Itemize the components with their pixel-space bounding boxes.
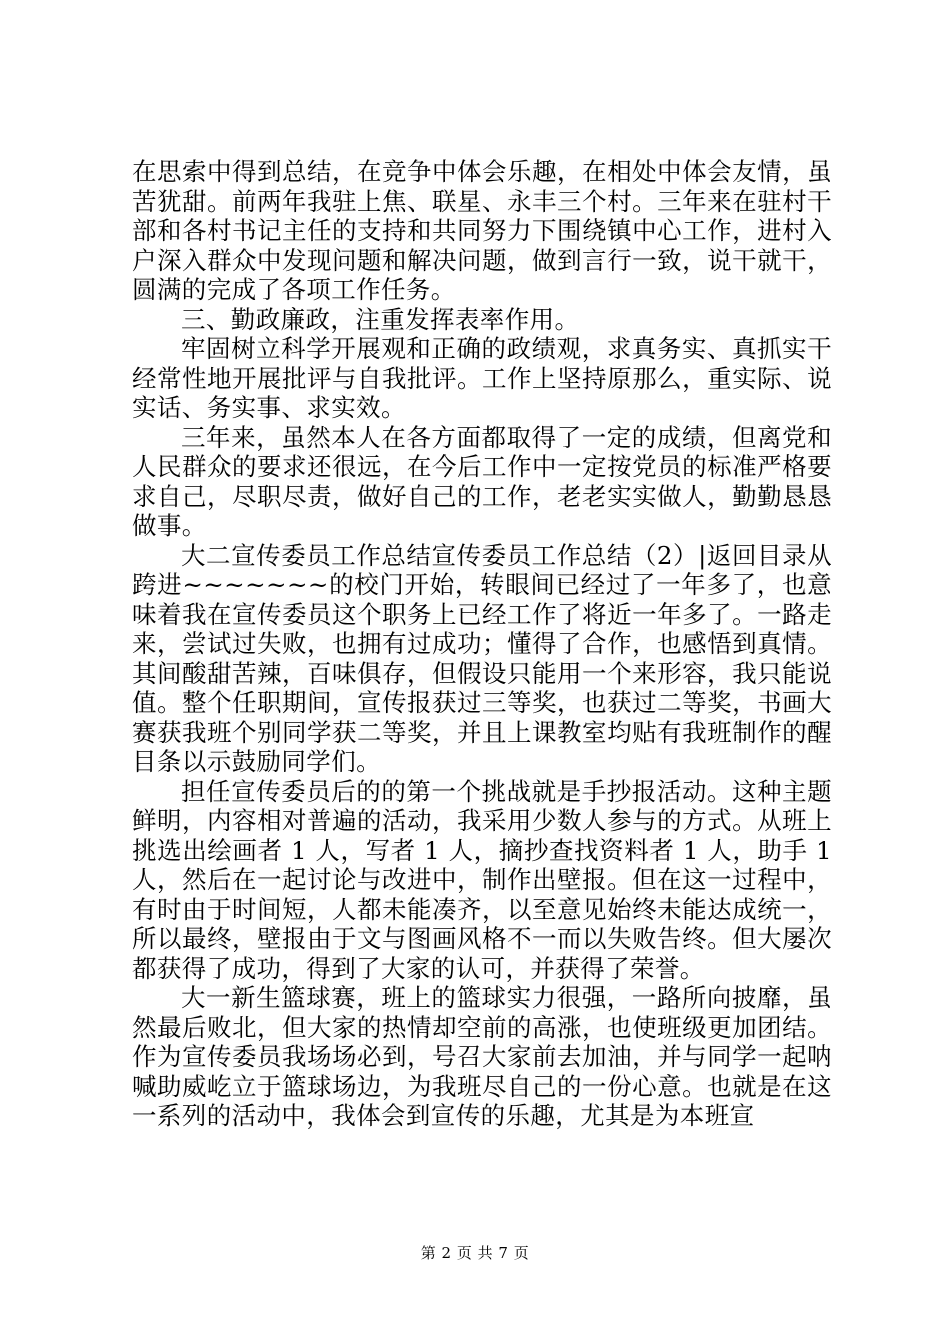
paragraph-5: 大二宣传委员工作总结宣传委员工作总结（2）|返回目录从跨进~~~~~~~的校门开始，转眼间已经过了一年多了，也意味着我在宣传委员这个职务上已经工作了将近一年多了。一路走来，尝试过失败，也拥有过成功；懂得了合作，也感悟到真情。其间酸甜苦辣，百味俱存，但假设只能用一个来形容，我只能说值。整个任职期间，宣传报获过三等奖，也获过二等奖，书画大赛获我班个别同学获二等奖，并且上课教室均贴有我班制作的醒目条以示鼓励同学们。 (132, 540, 832, 776)
document-body (132, 157, 832, 1131)
paragraph-1: 在思索中得到总结，在竞争中体会乐趣，在相处中体会友情，虽苦犹甜。前两年我驻上焦、联星、永丰三个村。三年来在驻村干部和各村书记主任的支持和共同努力下围绕镇中心工作，进村入户深入群众中发现问题和解决问题，做到言行一致，说干就干，圆满的完成了各项工作任务。 (132, 157, 832, 304)
paragraph-2-heading: 三、勤政廉政，注重发挥表率作用。 (181, 304, 580, 334)
paragraph-3: 牢固树立科学开展观和正确的政绩观，求真务实、真抓实干经常性地开展批评与自我批评。工作上坚持原那么，重实际、说实话、务实事、求实效。 (132, 334, 832, 422)
page-number-footer: 第 2 页 共 7 页 (420, 1244, 530, 1262)
paragraph-7: 大一新生篮球赛，班上的篮球实力很强，一路所向披靡，虽然最后败北，但大家的热情却空前的高涨，也使班级更加团结。作为宣传委员我场场必到，号召大家前去加油，并与同学一起呐喊助威屹立于篮球场边，为我班尽自己的一份心意。也就是在这一系列的活动中，我体会到宣传的乐趣，尤其是为本班宣 (132, 983, 832, 1130)
paragraph-6: 担任宣传委员后的的第一个挑战就是手抄报活动。这种主题鲜明，内容相对普遍的活动，我采用少数人参与的方式。从班上挑选出绘画者 1 人，写者 1 人，摘抄查找资料者 1 人，助手 1 人，然后在一起讨论与改进中，制作出壁报。但在这一过程中，有时由于时间短，人都未能凑齐，以至意见始终未能达成统一，所以最终，壁报由于文与图画风格不一而以失败告终。但大屡次都获得了成功，得到了大家的认可，并获得了荣誉。 (132, 776, 832, 983)
paragraph-4: 三年来，虽然本人在各方面都取得了一定的成绩，但离党和人民群众的要求还很远，在今后工作中一定按党员的标准严格要求自己，尽职尽责，做好自己的工作，老老实实做人，勤勤恳恳做事。 (132, 422, 832, 540)
